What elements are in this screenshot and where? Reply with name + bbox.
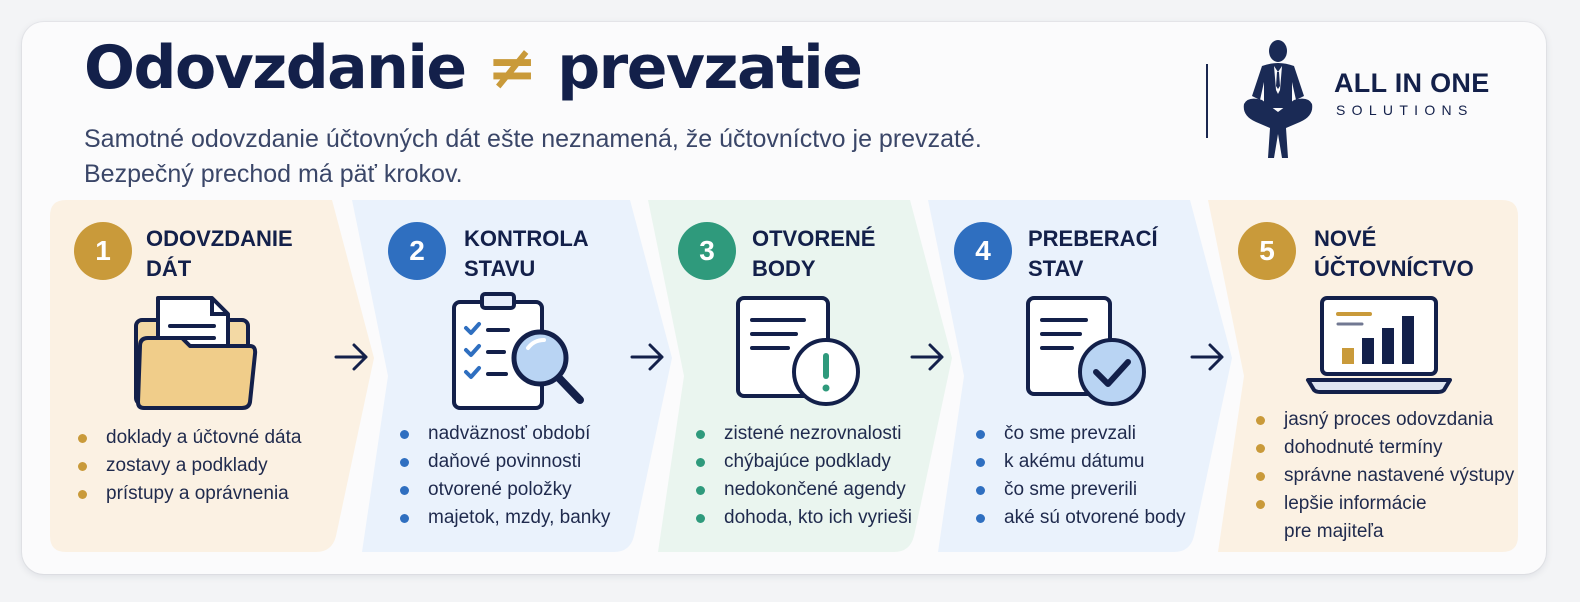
step-1-number: 1 <box>74 222 132 280</box>
step-2-title-line-1: KONTROLA <box>464 226 589 251</box>
list-item: k akému dátumu <box>974 448 1186 476</box>
step-4-title-line-1: PREBERACÍ <box>1028 226 1158 251</box>
step-5-title <box>1314 224 1474 284</box>
page-title <box>84 33 862 103</box>
folder-documents-icon <box>130 292 262 416</box>
step-2-bullets <box>398 420 610 532</box>
list-item: čo sme prevzali <box>974 420 1186 448</box>
step-2-number: 2 <box>388 222 446 280</box>
step-4-bullets <box>974 420 1186 532</box>
list-item: prístupy a oprávnenia <box>76 480 301 508</box>
list-item: dohoda, kto ich vyrieši <box>694 504 912 532</box>
list-item: dohodnuté termíny <box>1254 434 1514 462</box>
step-4-title-line-2: STAV <box>1028 256 1084 281</box>
list-item: správne nastavené výstupy <box>1254 462 1514 490</box>
step-1-title <box>146 224 293 284</box>
subtitle-line-1: Samotné odovzdanie účtovných dát ešte neznamená, že účtovníctvo je prevzaté. <box>84 125 982 153</box>
step-1-bullets <box>76 424 301 508</box>
subtitle <box>84 122 1134 192</box>
document-check-icon <box>1024 292 1154 416</box>
list-item: čo sme preverili <box>974 476 1186 504</box>
step-2 <box>352 200 674 552</box>
step-5-number: 5 <box>1238 222 1296 280</box>
step-4-title <box>1028 224 1158 284</box>
step-3 <box>648 200 954 552</box>
brand-tagline: SOLUTIONS <box>1336 102 1474 118</box>
list-item: daňové povinnosti <box>398 448 610 476</box>
step-3-title-line-1: OTVORENÉ <box>752 226 876 251</box>
list-item: lepšie informácie <box>1254 490 1514 518</box>
subtitle-line-2: Bezpečný prechod má päť krokov. <box>84 160 463 188</box>
list-item: aké sú otvorené body <box>974 504 1186 532</box>
step-4 <box>928 200 1234 552</box>
step-4-number: 4 <box>954 222 1012 280</box>
list-item: otvorené položky <box>398 476 610 504</box>
list-item-continuation: pre majiteľa <box>1284 521 1384 542</box>
step-3-title-line-2: BODY <box>752 256 816 281</box>
step-1-title-line-1: ODOVZDANIE <box>146 226 293 251</box>
brand-name: ALL IN ONE <box>1334 68 1490 98</box>
step-5-title-line-2: ÚČTOVNÍCTVO <box>1314 256 1474 281</box>
list-item: doklady a účtovné dáta <box>76 424 301 452</box>
title-left: Odovzdanie <box>84 33 466 103</box>
list-item: chýbajúce podklady <box>694 448 912 476</box>
businessman-logo-icon <box>1238 38 1318 162</box>
brand-divider <box>1206 64 1208 138</box>
step-2-title-line-2: STAVU <box>464 256 536 281</box>
list-item: nadväznosť období <box>398 420 610 448</box>
step-5-title-line-1: NOVÉ <box>1314 226 1377 251</box>
step-3-number: 3 <box>678 222 736 280</box>
not-equal-symbol: ≠ <box>487 33 536 103</box>
laptop-chart-icon <box>1304 292 1454 402</box>
step-3-bullets <box>694 420 912 532</box>
step-3-title <box>752 224 875 284</box>
title-right: prevzatie <box>557 33 862 103</box>
step-1-title-line-2: DÁT <box>146 256 192 281</box>
list-item: zostavy a podklady <box>76 452 301 480</box>
step-5-bullets <box>1254 406 1514 546</box>
list-item: zistené nezrovnalosti <box>694 420 912 448</box>
document-warning-icon <box>734 292 864 416</box>
step-1 <box>50 200 375 552</box>
step-2-title <box>464 224 589 284</box>
checklist-magnifier-icon <box>448 292 590 416</box>
step-5 <box>1208 200 1518 552</box>
list-item: majetok, mzdy, banky <box>398 504 610 532</box>
list-item: nedokončené agendy <box>694 476 912 504</box>
list-item: jasný proces odovzdania <box>1254 406 1514 434</box>
